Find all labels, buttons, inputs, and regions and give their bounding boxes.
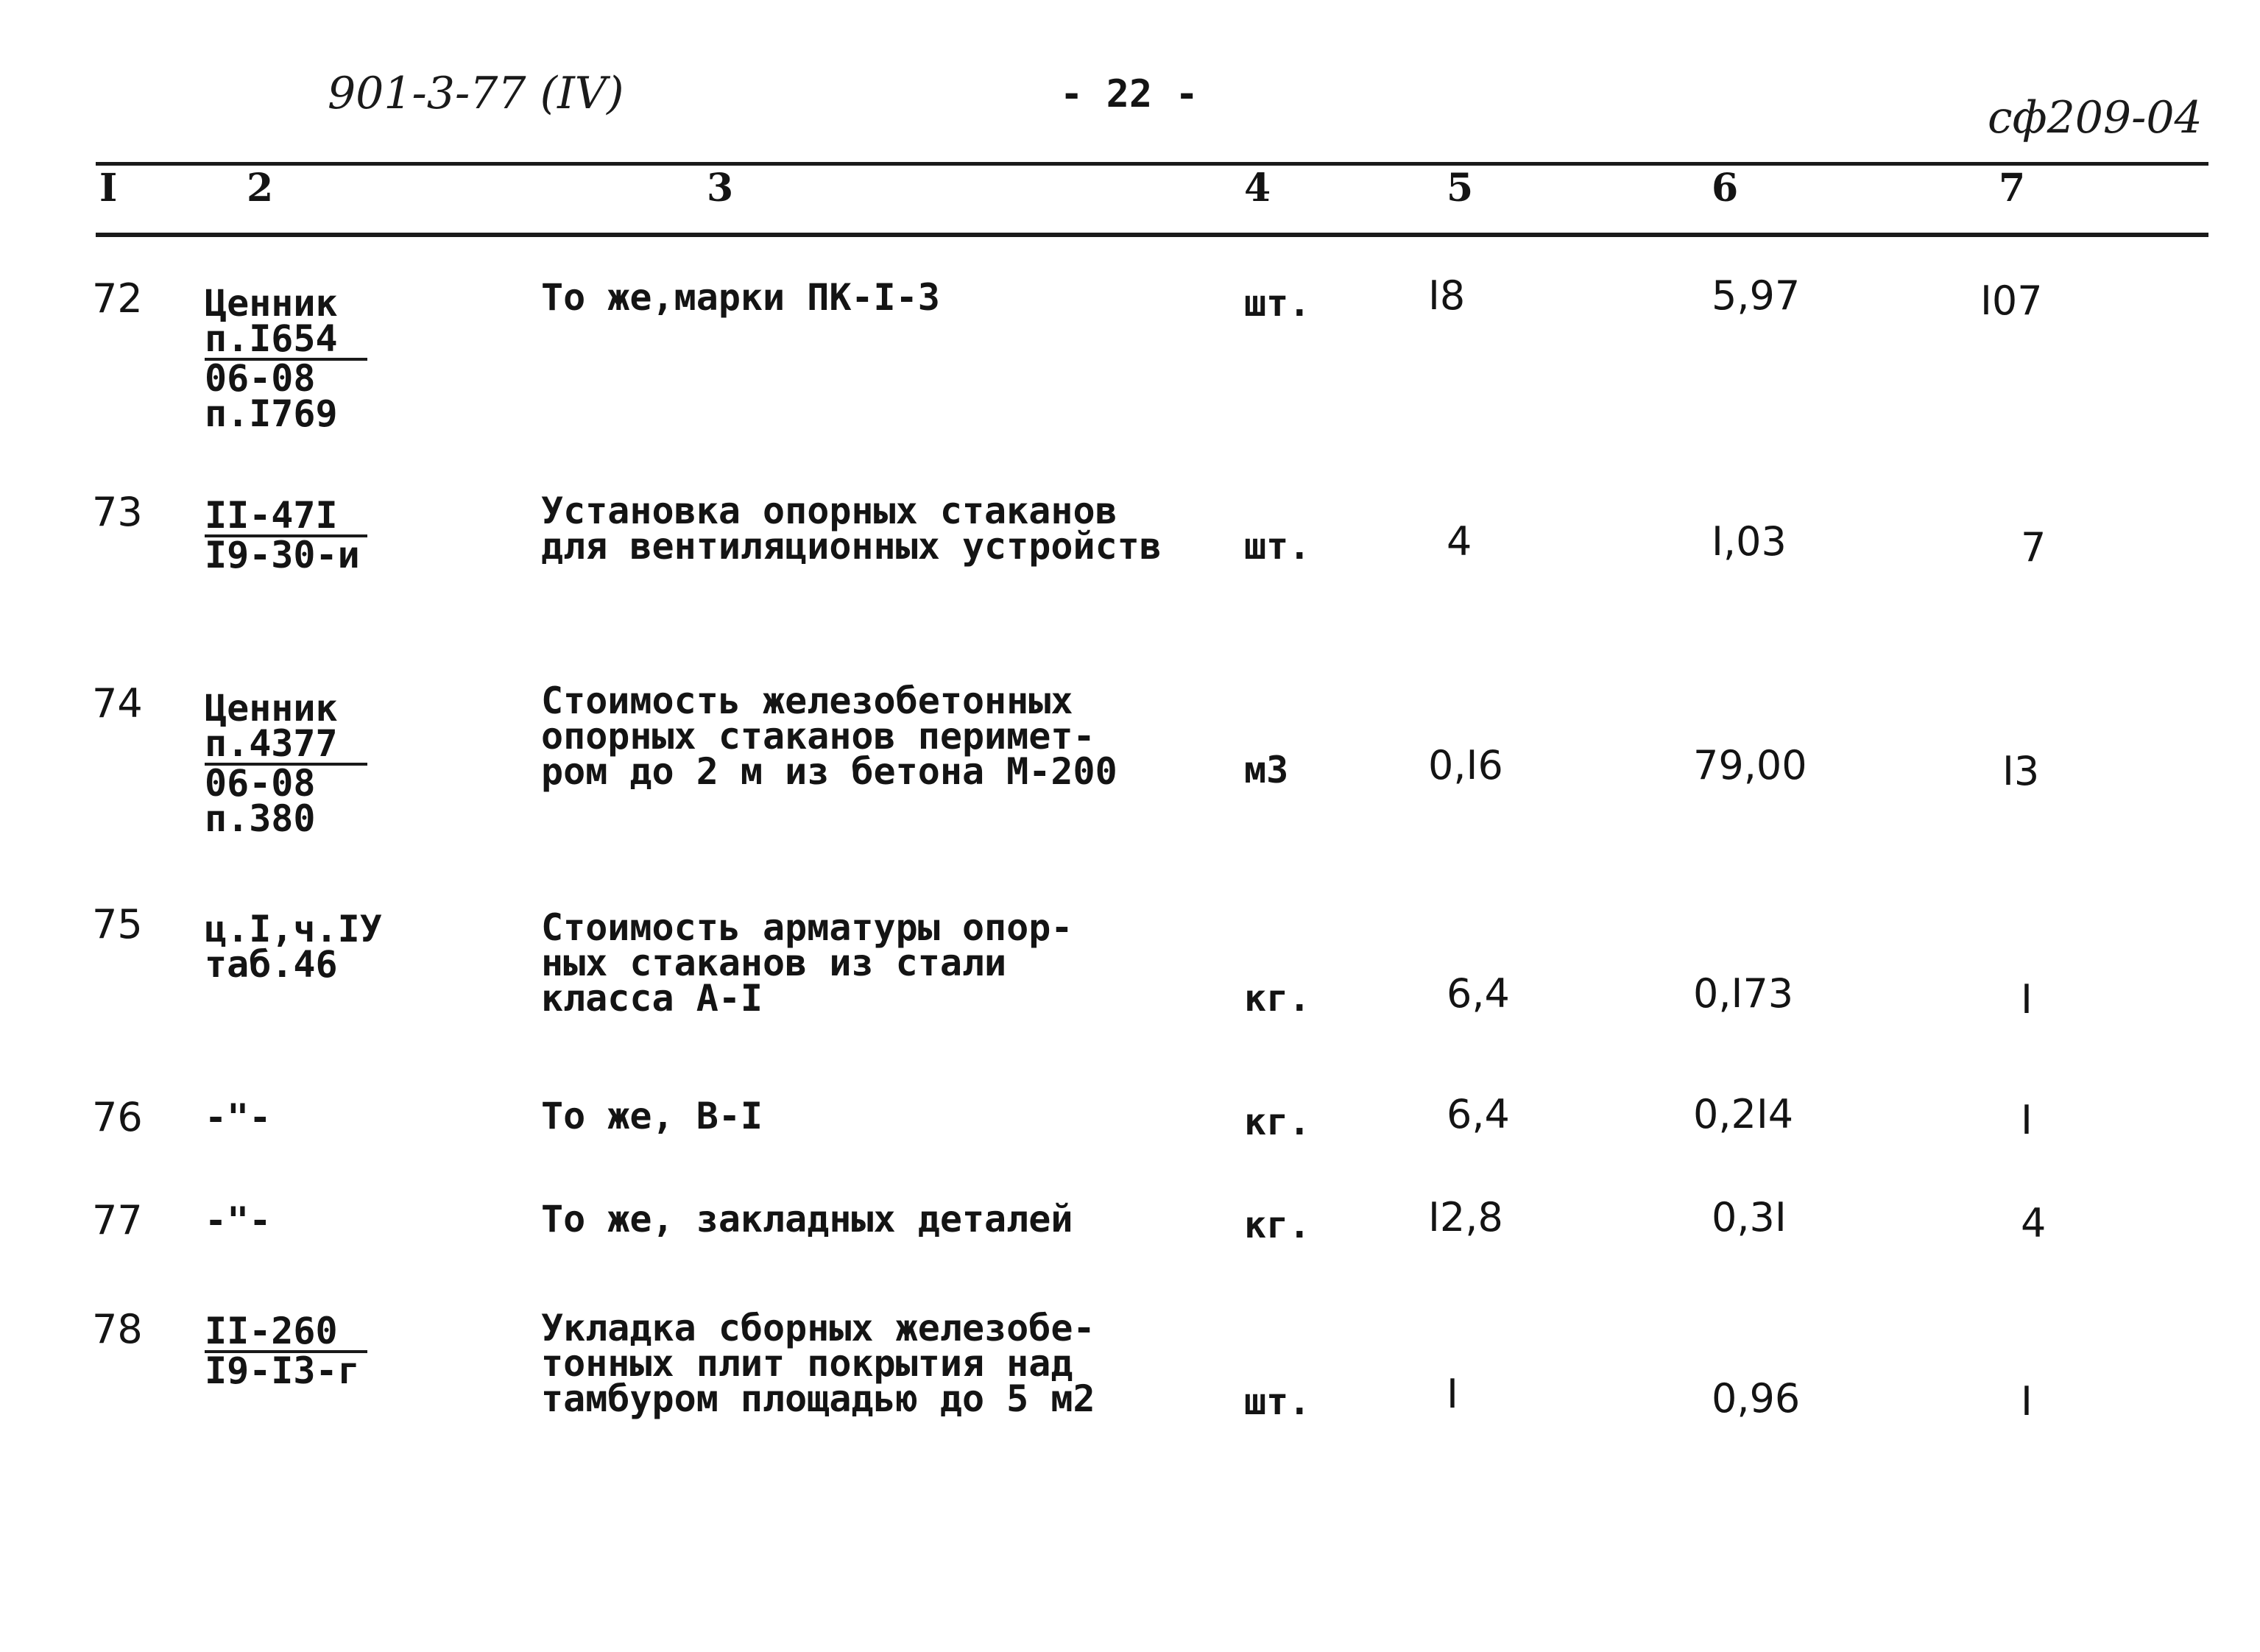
row-description: Укладка сборных железобе- тонных плит покрытия над тамбуром площадью до 5 м2 bbox=[541, 1307, 1095, 1420]
row-number: 75 bbox=[92, 901, 143, 947]
row-unit: м3 bbox=[1244, 749, 1289, 791]
row-description: То же, В-I bbox=[541, 1095, 763, 1137]
row-price: 79,00 bbox=[1693, 742, 1807, 788]
row-reference: Ценник п.4377 06-08 п.380 bbox=[205, 691, 367, 836]
row-reference: ц.I,ч.IУ таб.46 bbox=[205, 908, 382, 986]
col-header-6: 6 bbox=[1712, 166, 1739, 211]
row-quantity: 6,4 bbox=[1447, 970, 1510, 1017]
row-reference: Ценник п.I654 06-08 п.I769 bbox=[205, 286, 367, 431]
row-quantity: 6,4 bbox=[1447, 1091, 1510, 1137]
row-number: 78 bbox=[92, 1306, 143, 1352]
col-header-5: 5 bbox=[1447, 166, 1474, 211]
row-unit: шт. bbox=[1244, 282, 1311, 325]
row-quantity: I bbox=[1447, 1371, 1458, 1417]
row-price: I,03 bbox=[1712, 518, 1787, 565]
row-total: I bbox=[2021, 976, 2033, 1023]
row-total: 7 bbox=[2021, 524, 2047, 571]
row-description: Стоимость арматуры опор- ных стаканов из стали класса А-I bbox=[541, 906, 1073, 1020]
row-number: 77 bbox=[92, 1197, 143, 1243]
page-number: - 22 - bbox=[1060, 72, 1198, 116]
row-description: То же, закладных деталей bbox=[541, 1198, 1073, 1240]
row-price: 0,I73 bbox=[1693, 970, 1794, 1017]
sheet-code: сф209-04 bbox=[1988, 92, 2203, 144]
row-reference: II-47I I9-30-и bbox=[205, 498, 367, 573]
row-price: 5,97 bbox=[1712, 272, 1801, 319]
row-unit: кг. bbox=[1244, 977, 1311, 1020]
doc-code: 901-3-77 (IV) bbox=[328, 68, 624, 119]
row-description: Установка опорных стаканов для вентиляционных устройств bbox=[541, 490, 1162, 568]
row-number: 73 bbox=[92, 489, 143, 535]
row-total: I07 bbox=[1980, 278, 2043, 324]
row-number: 74 bbox=[92, 680, 143, 727]
col-header-1: I bbox=[99, 166, 118, 211]
row-price: 0,96 bbox=[1712, 1375, 1801, 1422]
row-total: I bbox=[2021, 1097, 2033, 1143]
row-total: I bbox=[2021, 1378, 2033, 1425]
row-reference: II-260 I9-I3-г bbox=[205, 1313, 367, 1388]
row-total: I3 bbox=[2002, 748, 2040, 794]
col-header-4: 4 bbox=[1244, 166, 1271, 211]
row-price: 0,3I bbox=[1712, 1194, 1787, 1240]
col-header-3: 3 bbox=[707, 166, 734, 211]
row-number: 72 bbox=[92, 275, 143, 322]
row-description: То же,марки ПК-I-3 bbox=[541, 276, 940, 319]
table-header-rule bbox=[96, 233, 2208, 237]
row-unit: кг. bbox=[1244, 1204, 1311, 1246]
col-header-2: 2 bbox=[247, 166, 274, 211]
table-top-rule bbox=[96, 162, 2208, 166]
row-unit: шт. bbox=[1244, 1380, 1311, 1423]
row-reference: -"- bbox=[205, 1199, 272, 1242]
row-unit: шт. bbox=[1244, 525, 1311, 568]
row-unit: кг. bbox=[1244, 1101, 1311, 1143]
row-quantity: I8 bbox=[1428, 272, 1466, 319]
row-number: 76 bbox=[92, 1094, 143, 1140]
col-header-7: 7 bbox=[1999, 166, 2026, 211]
row-price: 0,2I4 bbox=[1693, 1091, 1794, 1137]
row-quantity: 4 bbox=[1447, 518, 1472, 565]
row-quantity: 0,I6 bbox=[1428, 742, 1503, 788]
row-reference: -"- bbox=[205, 1096, 272, 1139]
row-description: Стоимость железобетонных опорных стаканов перимет- ром до 2 м из бетона М-200 bbox=[541, 679, 1117, 793]
row-total: 4 bbox=[2021, 1200, 2047, 1246]
row-quantity: I2,8 bbox=[1428, 1194, 1503, 1240]
